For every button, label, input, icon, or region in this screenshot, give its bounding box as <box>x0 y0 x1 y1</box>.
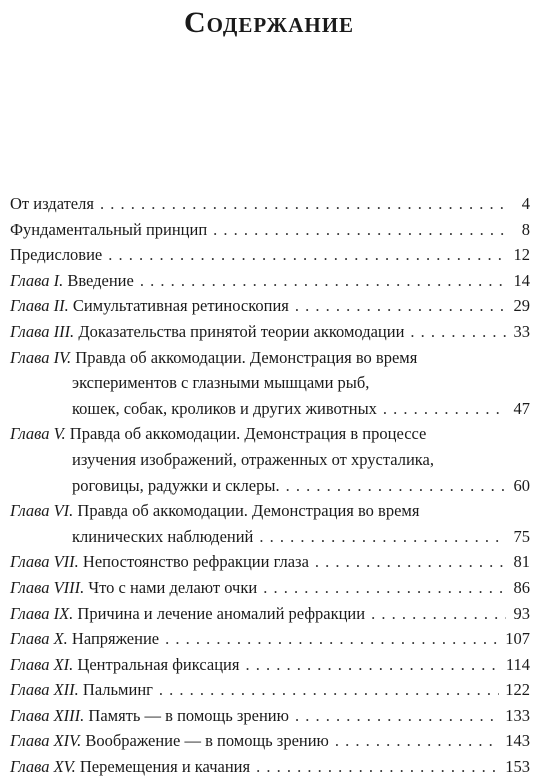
table-of-contents <box>10 191 530 780</box>
entry-title: изучения изображений, отраженных от хрусталика, <box>72 449 434 469</box>
toc-entry-line <box>10 498 530 524</box>
toc-entry[interactable] <box>10 575 530 601</box>
dot-leader <box>295 293 506 319</box>
dot-leader <box>165 626 499 652</box>
page-number: 12 <box>513 245 530 265</box>
toc-entry[interactable] <box>10 652 530 678</box>
chapter-label: Глава XII. <box>10 680 79 700</box>
entry-title: кошек, собак, кроликов и других животных <box>72 398 377 418</box>
toc-entry[interactable] <box>10 549 530 575</box>
dot-leader <box>410 319 506 345</box>
dot-leader <box>295 703 499 729</box>
chapter-label: Глава III. <box>10 321 75 341</box>
dot-leader <box>108 242 506 268</box>
page-number: 93 <box>513 603 530 623</box>
entry-title: От издателя <box>10 194 94 213</box>
toc-entry[interactable] <box>10 319 530 345</box>
chapter-label: Глава IX. <box>10 603 74 623</box>
toc-entry-line <box>10 652 530 678</box>
chapter-label: Глава VII. <box>10 552 79 572</box>
page-number: 14 <box>513 270 530 290</box>
dot-leader <box>140 268 506 294</box>
entry-title: клинических наблюдений <box>72 526 254 546</box>
page-number: 107 <box>505 629 530 649</box>
toc-entry[interactable] <box>10 703 530 729</box>
toc-entry-line <box>10 575 530 601</box>
entry-title: Предисловие <box>10 245 103 265</box>
toc-entry-line <box>10 242 530 268</box>
toc-entry-line <box>10 447 530 473</box>
toc-entry[interactable] <box>10 293 530 319</box>
toc-entry-line <box>10 293 530 319</box>
toc-entry[interactable] <box>10 345 530 422</box>
entry-title: экспериментов с глазными мышцами рыб, <box>72 373 370 393</box>
dot-leader <box>286 473 506 499</box>
toc-entry-line <box>10 268 530 294</box>
toc-entry-line <box>10 677 530 703</box>
toc-entry-line <box>10 601 530 627</box>
dot-leader <box>213 217 506 243</box>
page-number: 81 <box>513 552 530 572</box>
chapter-label: Глава IV. <box>10 347 72 367</box>
toc-entry-line <box>10 703 530 729</box>
toc-entry[interactable] <box>10 421 530 498</box>
dot-leader <box>263 575 506 601</box>
dot-leader <box>259 524 506 550</box>
chapter-label: Глава II. <box>10 296 69 316</box>
entry-title: Память — в помощь зрению <box>88 705 289 725</box>
page-number: 60 <box>513 475 530 495</box>
toc-entry[interactable] <box>10 626 530 652</box>
page-number: 8 <box>521 219 530 239</box>
entry-title: Напряжение <box>71 629 160 649</box>
toc-entry-line <box>10 191 530 217</box>
entry-title: роговицы, радужки и склеры. <box>72 475 280 495</box>
page-number: 29 <box>513 296 530 316</box>
chapter-label: Глава XIII. <box>10 705 85 725</box>
entry-title: Перемещения и качания <box>79 757 251 777</box>
toc-entry-line <box>10 319 530 345</box>
page-number: 4 <box>521 194 530 213</box>
toc-entry-line <box>10 626 530 652</box>
entry-title: Введение <box>67 270 134 290</box>
toc-entry-line <box>10 728 530 754</box>
dot-leader <box>159 677 499 703</box>
dot-leader <box>383 396 506 422</box>
toc-entry-line <box>10 217 530 243</box>
toc-entry-line <box>10 549 530 575</box>
toc-entry[interactable] <box>10 242 530 268</box>
entry-title: Центральная фиксация <box>77 654 240 674</box>
entry-title: Правда об аккомодации. Демонстрация во время <box>75 347 418 367</box>
entry-title: Пальминг <box>82 680 153 700</box>
page-number: 86 <box>513 577 530 597</box>
entry-title: Воображение — в помощь зрению <box>85 731 329 751</box>
dot-leader <box>335 728 499 754</box>
entry-title: Симультативная ретиноскопия <box>72 296 289 316</box>
page-number: 122 <box>505 680 530 700</box>
page-number: 153 <box>505 757 530 777</box>
entry-title: Фундаментальный принцип <box>10 219 208 239</box>
toc-entry[interactable] <box>10 498 530 549</box>
chapter-label: Глава I. <box>10 270 64 290</box>
dot-leader <box>100 191 506 217</box>
chapter-label: Глава VI. <box>10 501 74 521</box>
dot-leader <box>315 549 506 575</box>
chapter-label: Глава V. <box>10 424 66 444</box>
toc-entry[interactable] <box>10 217 530 243</box>
page-number: 133 <box>505 705 530 725</box>
toc-entry[interactable] <box>10 268 530 294</box>
entry-title: Непостоянство рефракции глаза <box>82 552 309 572</box>
page-number: 143 <box>505 731 530 751</box>
chapter-label: Глава VIII. <box>10 577 85 597</box>
toc-entry-line <box>10 370 530 396</box>
chapter-label: Глава XIV. <box>10 731 82 751</box>
toc-entry-line <box>10 524 530 550</box>
toc-entry-line <box>10 473 530 499</box>
toc-entry[interactable] <box>10 191 530 217</box>
entry-title: Что с нами делают очки <box>88 577 258 597</box>
page-number: 33 <box>513 321 530 341</box>
page-number: 47 <box>513 398 530 418</box>
page-title: Содержание <box>183 6 355 39</box>
entry-title: Правда об аккомодации. Демонстрация во время <box>77 501 420 521</box>
entry-title: Причина и лечение аномалий рефракции <box>77 603 366 623</box>
toc-entry[interactable] <box>10 601 530 627</box>
chapter-label: Глава X. <box>10 629 68 649</box>
dot-leader <box>371 601 506 627</box>
chapter-label: Глава XI. <box>10 654 74 674</box>
page-number: 75 <box>513 526 530 546</box>
entry-title: Доказательства принятой теории аккомодации <box>78 321 405 341</box>
toc-entry-line <box>10 345 530 371</box>
toc-entry[interactable] <box>10 677 530 703</box>
page-number: 114 <box>505 654 530 674</box>
toc-entry-line <box>10 396 530 422</box>
toc-entry-line <box>10 421 530 447</box>
entry-title: Правда об аккомодации. Демонстрация в процессе <box>69 424 427 444</box>
chapter-label: Глава XV. <box>10 757 76 777</box>
toc-entry[interactable] <box>10 728 530 754</box>
dot-leader <box>245 652 499 678</box>
